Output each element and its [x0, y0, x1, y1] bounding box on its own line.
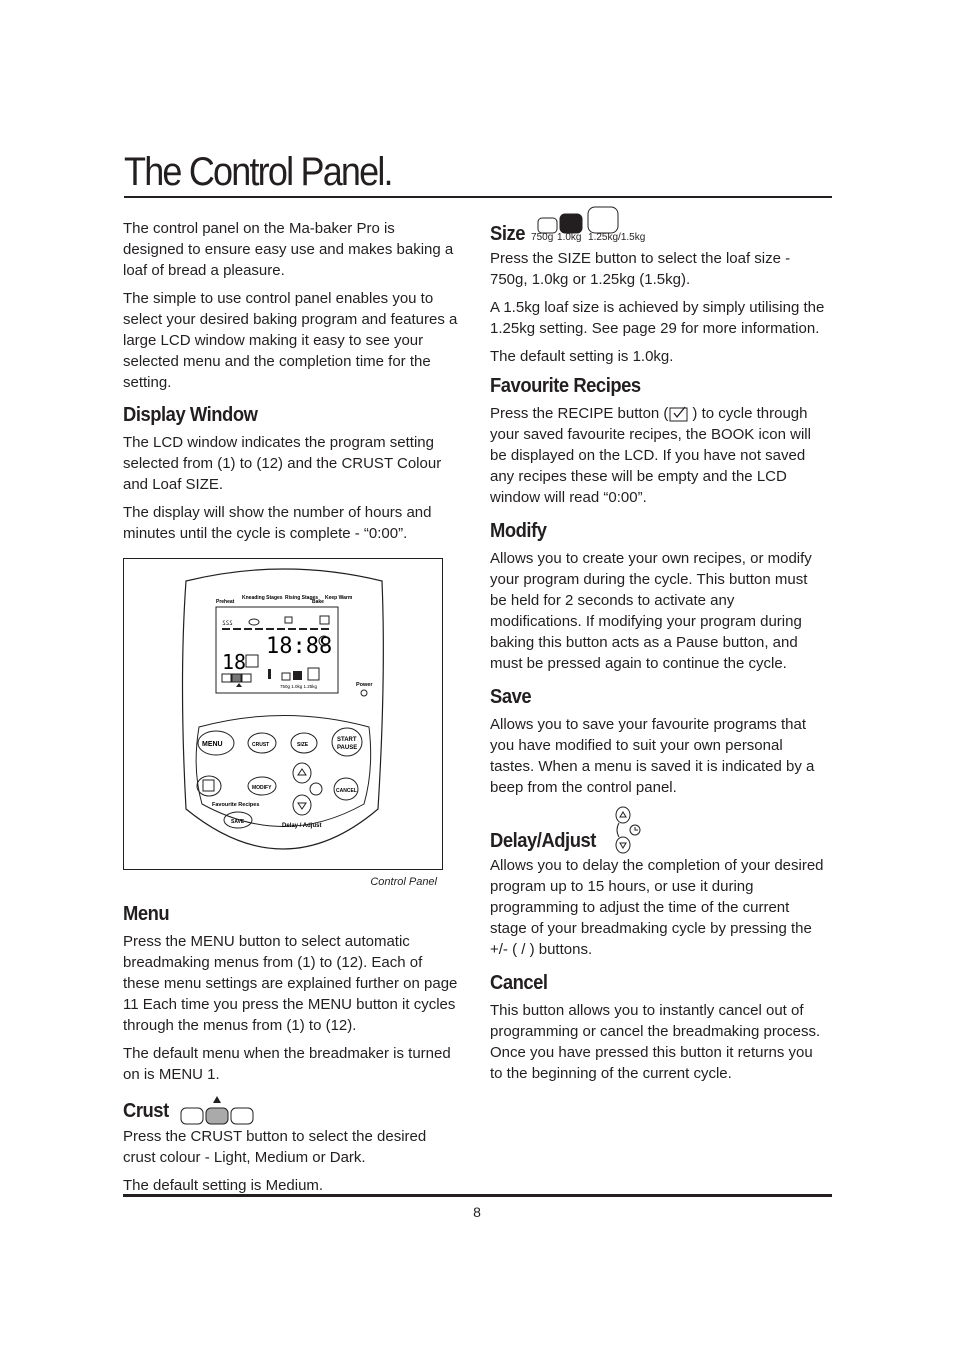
stage-rising: Rising Stages: [285, 595, 319, 601]
lcd-menu: 18: [222, 650, 247, 674]
power-label: Power: [356, 682, 373, 688]
svg-text:PAUSE: PAUSE: [337, 745, 358, 751]
svg-text:ઽઽઽ: ઽઽઽ: [222, 620, 233, 627]
cancel-paragraph: This button allows you to instantly cancel out of programming or cancel the breadmaking process. Once you have pressed this button it returns you to the beginning of the current cycle.: [490, 1002, 821, 1082]
crust-heading: Crust: [123, 1100, 169, 1122]
lcd-time: 18:88: [266, 634, 333, 659]
intro-paragraph-2: The simple to use control panel enables you to select your desired baking program and features a large LCD window making it easy to see your selected menu and the completion time for the setting.: [123, 290, 458, 391]
size-heading: Size: [490, 223, 525, 245]
size-label-1-25kg: 1.25kg/1.5kg: [588, 232, 646, 243]
figure-caption: Control Panel: [370, 876, 437, 888]
delay-adjust-icon: [611, 805, 645, 855]
display-window-heading: Display Window: [123, 404, 258, 426]
page-title: The Control Panel.: [124, 150, 392, 194]
svg-text:START: START: [337, 737, 357, 743]
modify-heading: Modify: [490, 520, 547, 542]
menu-paragraph-1: Press the MENU button to select automatic breadmaking menus from (1) to (12). Each of these menu settings are explained further on page 11 Each time you press the MENU button it cycles through the menus from (1) to (12).: [123, 933, 458, 1034]
size-loaf-icons: [531, 204, 664, 246]
control-panel-figure: [123, 558, 443, 870]
menu-button-label: MENU: [202, 741, 223, 748]
intro-paragraph-1: The control panel on the Ma-baker Pro is designed to ensure easy use and makes baking a loaf of bread a pleasure.: [123, 220, 454, 279]
stage-keepwarm: Keep Warm: [325, 595, 353, 601]
lcd-size-labels: 750g 1.0kg 1.25kg: [280, 684, 318, 689]
stage-kneading: Kneading Stages: [242, 595, 283, 601]
display-window-paragraph-2: The display will show the number of hours and minutes until the cycle is complete - “0:00”.: [123, 504, 432, 542]
left-column-top: [123, 218, 458, 551]
cancel-button-label: CANCEL: [336, 788, 357, 794]
crust-button-label: CRUST: [252, 742, 270, 748]
footer-rule: [123, 1194, 832, 1197]
favourite-text-after: ) to cycle through your saved favourite recipes, the BOOK icon will be displayed on the LCD. If you have not saved any recipes these will be empty and the LCD window will read “0:00”.: [490, 405, 811, 506]
size-paragraph-1: Press the SIZE button to select the loaf size - 750g, 1.0kg or 1.25kg (1.5kg).: [490, 250, 791, 288]
title-rule: [124, 196, 832, 198]
favourite-text-before: Press the RECIPE button (: [490, 405, 669, 422]
power-indicator: [361, 690, 367, 696]
menu-heading: Menu: [123, 903, 170, 925]
stage-preheat: Preheat: [216, 599, 235, 605]
modify-button-label: MODIFY: [252, 785, 272, 791]
favourite-recipes-label: Favourite Recipes: [212, 802, 260, 808]
page-number: 8: [473, 1204, 481, 1220]
favourite-recipes-heading: Favourite Recipes: [490, 375, 641, 397]
favourite-recipes-paragraph: [490, 403, 825, 508]
right-column: [490, 204, 825, 1091]
display-window-paragraph-1: The LCD window indicates the program setting selected from (1) to (12) and the CRUST Colour and Loaf SIZE.: [123, 434, 442, 493]
crust-paragraph-1: Press the CRUST button to select the desired crust colour - Light, Medium or Dark.: [123, 1128, 427, 1166]
control-panel-illustration: [124, 559, 442, 869]
size-paragraph-3: The default setting is 1.0kg.: [490, 348, 674, 365]
menu-paragraph-2: The default menu when the breadmaker is turned on is MENU 1.: [123, 1045, 451, 1083]
crust-shade-icons: [179, 1092, 259, 1126]
save-paragraph: Allows you to save your favourite programs that you have modified to suit your own personal tastes. When a menu is saved it is indicated by a beep from the control panel.: [490, 716, 815, 796]
left-column-bottom: [123, 902, 458, 1203]
stage-bake: Bake: [312, 599, 324, 605]
save-button-label: SAVE: [231, 819, 245, 825]
recipe-book-icon: [668, 405, 692, 423]
size-label-1kg: 1.0kg: [557, 232, 582, 243]
cancel-heading: Cancel: [490, 972, 548, 994]
modify-paragraph: Allows you to create your own recipes, or modify your program during the cycle. This button must be held for 2 seconds to activate any modifications. If modifying your program during baking this button acts as a Pause button, and must be pressed again to continue the cycle.: [490, 550, 812, 672]
save-heading: Save: [490, 686, 532, 708]
size-button-label: SIZE: [297, 742, 309, 748]
delay-adjust-label: Delay / Adjust: [282, 823, 322, 829]
crust-paragraph-2: The default setting is Medium.: [123, 1177, 324, 1194]
size-paragraph-2: A 1.5kg loaf size is achieved by simply utilising the 1.25kg setting. See page 29 for more information.: [490, 299, 825, 337]
delay-adjust-paragraph: Allows you to delay the completion of your desired program up to 15 hours, or use it during programming to adjust the time of the current stage of your breadmaking cycle by pressing the +/- ( / ) buttons.: [490, 857, 824, 958]
size-label-750: 750g: [531, 232, 554, 243]
delay-adjust-heading: Delay/Adjust: [490, 830, 596, 852]
